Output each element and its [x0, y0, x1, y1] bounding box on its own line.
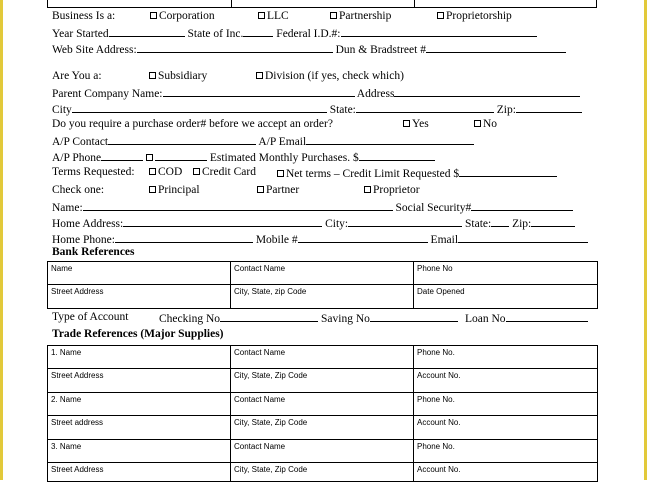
checkbox-icon[interactable] — [146, 154, 153, 161]
check-one-row — [52, 183, 420, 197]
principal-option[interactable]: Principal — [149, 183, 200, 197]
trade-phone-cell[interactable]: Phone No. — [414, 393, 598, 416]
checkbox-icon[interactable] — [256, 72, 263, 79]
table-row — [48, 262, 598, 285]
home-phone-row — [52, 231, 588, 247]
home-state-field[interactable] — [491, 215, 509, 227]
trade-street-cell[interactable]: Street Address — [48, 463, 231, 482]
trade-street-cell[interactable]: Street address — [48, 416, 231, 440]
checkbox-icon[interactable] — [437, 12, 444, 19]
trade-phone-cell[interactable]: Phone No. — [414, 440, 598, 463]
table-row — [48, 416, 598, 440]
proprietorship-option[interactable]: Proprietorship — [437, 9, 512, 23]
home-phone-label: Home Phone: — [52, 234, 115, 246]
trade-name-cell[interactable]: 2. Name — [48, 393, 231, 416]
bank-contact-cell[interactable]: Contact Name — [231, 262, 414, 285]
table-row — [48, 285, 598, 309]
checking-field[interactable] — [220, 310, 318, 322]
po-yes-option[interactable]: Yes — [403, 117, 429, 131]
name-row — [52, 199, 573, 215]
checkbox-icon[interactable] — [193, 168, 200, 175]
home-address-row — [52, 215, 575, 231]
checkbox-icon[interactable] — [277, 170, 284, 177]
loan-field[interactable] — [506, 310, 588, 322]
partnership-option[interactable]: Partnership — [330, 9, 391, 23]
purchase-order-question: Do you require a purchase order# before we accept an order? — [52, 118, 333, 130]
email-label: Email — [430, 234, 459, 246]
table-row — [48, 463, 598, 482]
zip-label: Zip: — [496, 104, 516, 116]
mobile-field[interactable] — [298, 231, 428, 243]
trade-city-cell[interactable]: City, State, Zip Code — [231, 463, 414, 482]
monthly-purchases-field[interactable] — [359, 149, 435, 161]
parent-company-label: Parent Company Name: — [52, 88, 163, 100]
zip-field[interactable] — [516, 101, 582, 113]
top-table-edge — [47, 0, 597, 8]
credit-card-option[interactable]: Credit Card — [193, 165, 256, 179]
monthly-purchases-label: Estimated Monthly Purchases. $ — [209, 152, 359, 164]
ssn-field[interactable] — [471, 199, 573, 211]
llc-option[interactable]: LLC — [258, 9, 289, 23]
bank-references-table — [47, 261, 598, 309]
parent-company-field[interactable] — [163, 85, 355, 97]
checking-label: Checking No — [159, 313, 221, 325]
trade-references-heading: Trade References (Major Supplies) — [52, 328, 224, 340]
checkbox-icon[interactable] — [474, 120, 481, 127]
home-address-label: Home Address: — [52, 218, 124, 230]
corporation-option[interactable]: Corporation — [150, 9, 215, 23]
terms-label: Terms Requested: — [52, 166, 135, 178]
trade-references-table — [47, 345, 598, 482]
city-label: City — [52, 104, 72, 116]
are-you-label: Are You a: — [52, 70, 102, 82]
duns-field[interactable] — [426, 41, 566, 53]
bank-street-cell[interactable]: Street Address — [48, 285, 231, 309]
federal-id-field[interactable] — [341, 25, 537, 37]
purchase-order-row — [52, 117, 498, 131]
ap-phone-row — [52, 149, 435, 165]
checkbox-icon[interactable] — [364, 186, 371, 193]
partner-option[interactable]: Partner — [257, 183, 299, 197]
cod-option[interactable]: COD — [149, 165, 182, 179]
year-started-label: Year Started — [52, 28, 109, 40]
trade-account-cell[interactable]: Account No. — [414, 463, 598, 482]
checkbox-icon[interactable] — [403, 120, 410, 127]
web-site-row — [52, 41, 566, 57]
email-field[interactable] — [458, 231, 588, 243]
bank-phone-cell[interactable]: Phone No — [414, 262, 598, 285]
check-one-label: Check one: — [52, 184, 105, 196]
saving-field[interactable] — [370, 310, 458, 322]
year-started-row — [52, 25, 537, 41]
business-type-label: Business Is a: — [52, 10, 116, 22]
account-type-label: Type of Account — [52, 311, 129, 323]
state-field[interactable] — [356, 101, 494, 113]
home-state-label: State: — [465, 218, 492, 230]
ap-phone-extra-field[interactable] — [155, 149, 207, 161]
trade-city-cell[interactable]: City, State, Zip Code — [231, 416, 414, 440]
name-field[interactable] — [83, 199, 393, 211]
table-row — [48, 393, 598, 416]
are-you-row — [52, 69, 404, 83]
state-label: State: — [329, 104, 356, 116]
table-row — [48, 440, 598, 463]
home-city-label: City: — [325, 218, 349, 230]
home-zip-field[interactable] — [531, 215, 575, 227]
saving-label: Saving No — [321, 313, 370, 325]
trade-phone-cell[interactable]: Phone No. — [414, 346, 598, 369]
city-field[interactable] — [72, 101, 327, 113]
trade-account-cell[interactable]: Account No. — [414, 369, 598, 393]
home-city-field[interactable] — [348, 215, 462, 227]
home-zip-label: Zip: — [512, 218, 532, 230]
checkbox-icon[interactable] — [330, 12, 337, 19]
bank-city-cell[interactable]: City, State, zip Code — [231, 285, 414, 309]
checkbox-icon[interactable] — [149, 72, 156, 79]
trade-street-cell[interactable]: Street Address — [48, 369, 231, 393]
state-of-inc-field[interactable] — [243, 25, 273, 37]
terms-row — [52, 165, 460, 180]
subsidiary-option[interactable]: Subsidiary — [149, 69, 207, 83]
home-phone-field[interactable] — [115, 231, 253, 243]
parent-company-row — [52, 85, 580, 101]
federal-id-label: Federal I.D.#: — [276, 28, 341, 40]
trade-contact-cell[interactable]: Contact Name — [231, 346, 414, 369]
checkbox-icon[interactable] — [258, 12, 265, 19]
trade-city-cell[interactable]: City, State, Zip Code — [231, 369, 414, 393]
account-type-row — [52, 310, 506, 325]
web-site-label: Web Site Address: — [52, 44, 137, 56]
checkbox-icon[interactable] — [257, 186, 264, 193]
year-started-field[interactable] — [109, 25, 185, 37]
ap-contact-row — [52, 133, 474, 149]
proprietor-option[interactable]: Proprietor — [364, 183, 420, 197]
state-of-inc-label: State of Inc. — [187, 28, 244, 40]
name-label: Name: — [52, 202, 83, 214]
ap-contact-field[interactable] — [108, 133, 256, 145]
credit-limit-field[interactable] — [459, 165, 557, 177]
ap-phone-field[interactable] — [101, 149, 143, 161]
address-label: Address — [356, 88, 395, 100]
bank-references-heading: Bank References — [52, 246, 135, 258]
bank-date-opened-cell[interactable]: Date Opened — [414, 285, 598, 309]
trade-contact-cell[interactable]: Contact Name — [231, 393, 414, 416]
web-site-field[interactable] — [137, 41, 333, 53]
trade-name-cell[interactable]: 3. Name — [48, 440, 231, 463]
bank-name-cell[interactable]: Name — [48, 262, 231, 285]
home-address-field[interactable] — [123, 215, 322, 227]
ap-contact-label: A/P Contact — [52, 136, 109, 148]
net-terms-option[interactable]: Net terms – Credit Limit Requested $ — [277, 165, 557, 181]
ap-email-label: A/P Email — [258, 136, 307, 148]
table-row — [48, 346, 598, 369]
checkbox-icon[interactable] — [149, 186, 156, 193]
trade-account-cell[interactable]: Account No. — [414, 416, 598, 440]
ap-email-field[interactable] — [306, 133, 474, 145]
trade-contact-cell[interactable]: Contact Name — [231, 440, 414, 463]
checkbox-icon[interactable] — [150, 12, 157, 19]
division-option[interactable]: Division (if yes, check which) — [256, 69, 404, 83]
po-no-option[interactable]: No — [474, 117, 497, 131]
loan-label: Loan No — [465, 313, 506, 325]
business-type-row — [52, 9, 512, 23]
checkbox-icon[interactable] — [149, 168, 156, 175]
address-field[interactable] — [394, 85, 580, 97]
city-row — [52, 101, 582, 117]
trade-name-cell[interactable]: 1. Name — [48, 346, 231, 369]
table-row — [48, 369, 598, 393]
ssn-label: Social Security# — [395, 202, 472, 214]
ap-phone-label: A/P Phone — [52, 152, 102, 164]
mobile-label: Mobile # — [255, 234, 298, 246]
duns-label: Dun & Bradstreet # — [335, 44, 426, 56]
